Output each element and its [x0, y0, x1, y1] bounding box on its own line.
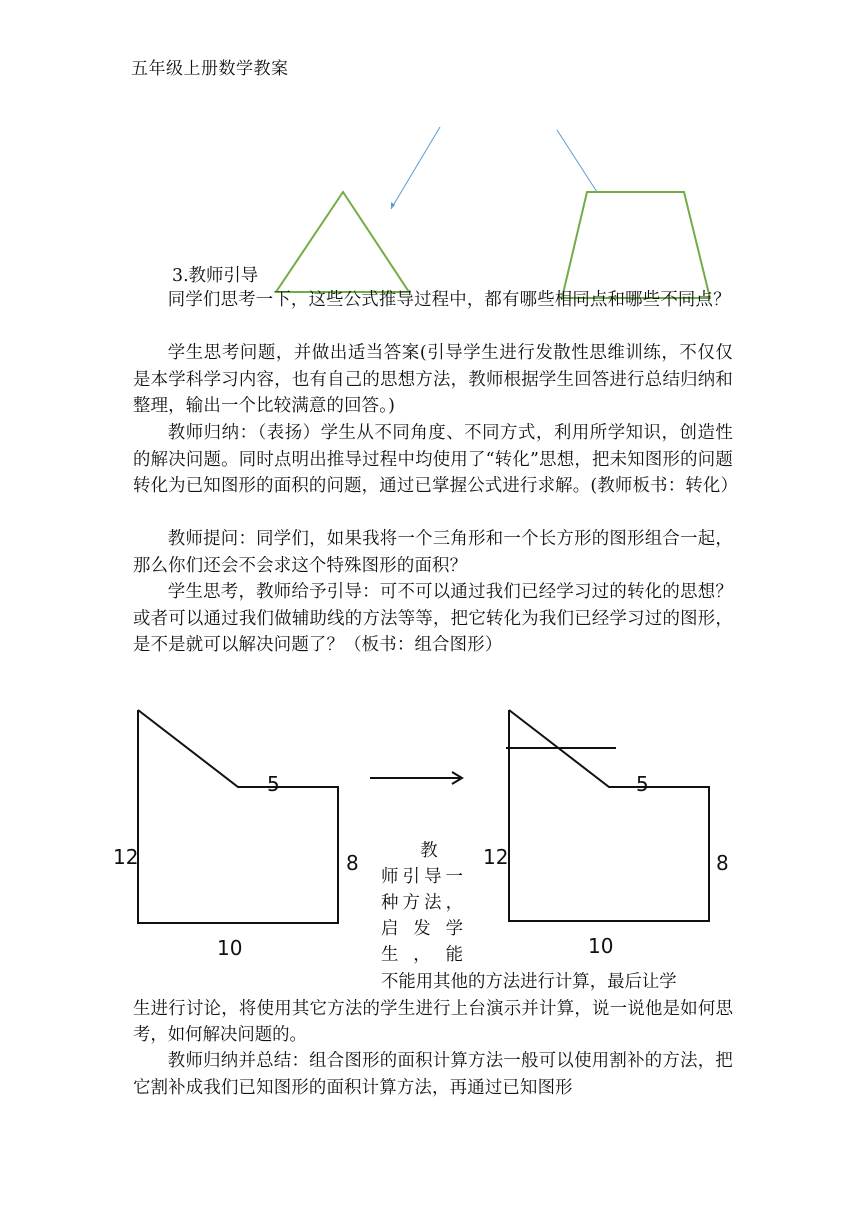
- paragraph-1: 同学们思考一下，这些公式推导过程中，都有哪些相同点和哪些不同点？: [167, 290, 731, 310]
- document-header: 五年级上册数学教案: [131, 59, 289, 79]
- left-label-side: 12: [113, 845, 139, 869]
- transform-arrow-head: [452, 772, 462, 784]
- right-label-right: 8: [716, 851, 729, 875]
- right-label-side: 12: [483, 845, 509, 869]
- trapezoid-shape: [562, 192, 710, 298]
- right-composite-shape: [509, 710, 709, 921]
- paragraph-4: 教师提问：同学们，如果我将一个三角形和一个长方形的图形组合一起，那么你们还会不会求这个特殊图形的面积？: [133, 529, 733, 576]
- paragraph-3: 教师归纳：（表扬）学生从不同角度、不同方式，利用所学知识，创造性的解决问题。同时点明出推导过程中均使用了“转化”思想，把未知图形的问题转化为已知图形的面积的问题，通过已掌握公式进行求解。(教师板书：转化）: [133, 423, 739, 496]
- caption-line-1: 教: [420, 841, 438, 861]
- continuation-line-1: 不能用其他的方法进行计算，最后让学: [381, 972, 677, 992]
- continuation-paragraph: [133, 969, 733, 1049]
- figure-caption-text: [381, 838, 463, 968]
- right-label-top: 5: [636, 772, 649, 796]
- left-label-right: 8: [346, 851, 359, 875]
- left-label-bottom: 10: [217, 936, 243, 960]
- caption-rest: 师引导一种方法，启发学生，能: [381, 867, 463, 965]
- triangle-shape: [276, 192, 409, 292]
- continuation-rest: 生进行讨论，将使用其它方法的学生进行上台演示并计算，说一说他是如何思考，如何解决问题的。: [133, 998, 733, 1045]
- paragraph-2: 学生思考问题，并做出适当答案(引导学生进行发散性思维训练，不仅仅是本学科学习内容，也有自己的思想方法，教师根据学生回答进行总结归纳和整理，输出一个比较满意的回答。): [133, 343, 733, 416]
- left-label-top: 5: [267, 772, 280, 796]
- paragraph-5: 学生思考，教师给予引导：可不可以通过我们已经学习过的转化的思想？或者可以通过我们做辅助线的方法等等，把它转化为我们已经学习过的图形，是不是就可以解决问题了？（板书：组合图形）: [133, 582, 733, 655]
- right-label-bottom: 10: [588, 934, 614, 958]
- left-composite-shape: [138, 710, 338, 923]
- summary-paragraph: 教师归纳并总结：组合图形的面积计算方法一般可以使用割补的方法，把它割补成我们已知图形的面积计算方法，再通过已知图形: [133, 1051, 733, 1098]
- arrow-to-trapezoid: [557, 130, 597, 192]
- arrow-to-triangle: [391, 127, 440, 209]
- section-heading: 3.教师引导: [172, 266, 259, 286]
- shape-diagram: [0, 0, 860, 320]
